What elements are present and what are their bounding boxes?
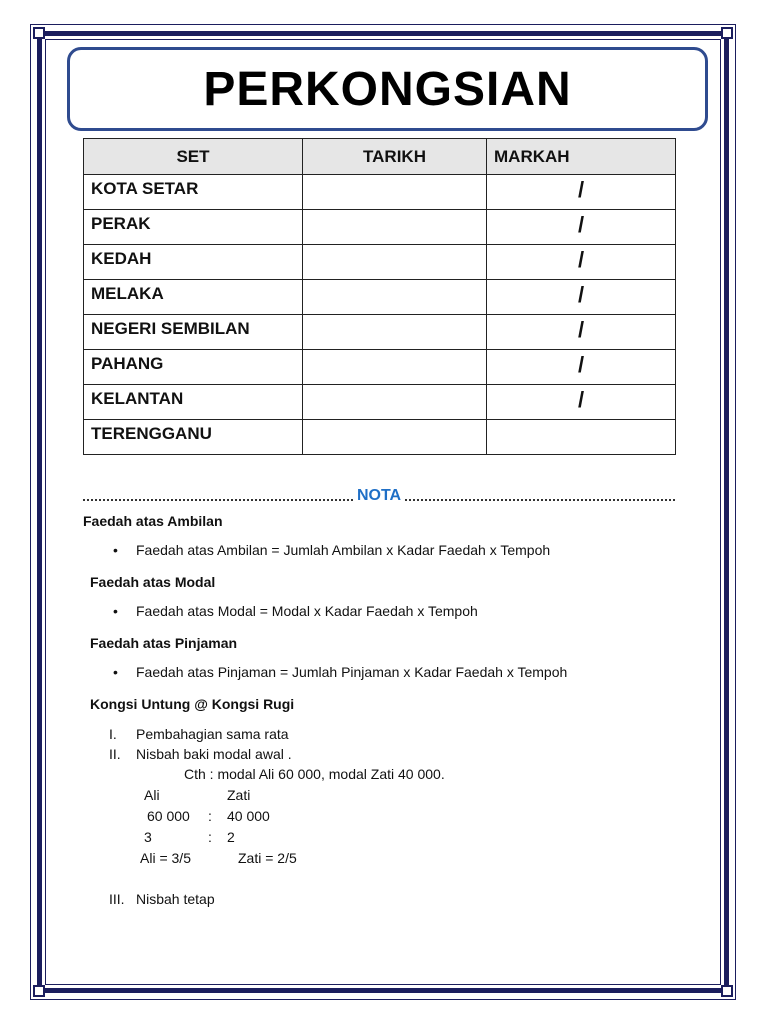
cell-markah[interactable]: /	[487, 385, 676, 420]
table-header-row	[84, 139, 676, 175]
table-row	[84, 385, 676, 420]
example-fractions-line	[83, 848, 683, 869]
title-box	[67, 47, 708, 131]
corner-ornament-top-right	[721, 27, 733, 39]
column-header-markah: MARKAH	[487, 139, 676, 175]
kongsi-item-text: Pembahagian sama rata	[136, 726, 289, 742]
roman-numeral: III.	[109, 891, 125, 907]
table-row	[84, 245, 676, 280]
corner-ornament-bottom-right	[721, 985, 733, 997]
kongsi-list-item	[83, 889, 683, 909]
cell-set-name: KOTA SETAR	[84, 175, 303, 210]
table-row	[84, 210, 676, 245]
bullet-icon: •	[113, 603, 118, 619]
kongsi-heading: Kongsi Untung @ Kongsi Rugi	[90, 696, 295, 712]
example-ratio-separator: :	[208, 829, 212, 845]
nota-dotted-leader-left	[83, 499, 353, 501]
cell-markah[interactable]: /	[487, 315, 676, 350]
nota-dotted-leader-right	[405, 499, 675, 501]
cell-tarikh[interactable]	[303, 350, 487, 385]
note-heading: Faedah atas Ambilan	[83, 513, 223, 529]
cell-markah[interactable]: /	[487, 245, 676, 280]
note-block-ambilan	[83, 511, 683, 560]
table-row	[84, 420, 676, 455]
cell-set-name: TERENGGANU	[84, 420, 303, 455]
cell-tarikh[interactable]	[303, 315, 487, 350]
example-cth-line	[83, 764, 683, 785]
note-bullet-text: Faedah atas Modal = Modal x Kadar Faedah x Tempoh	[136, 603, 478, 619]
kongsi-item-text: Nisbah tetap	[136, 891, 215, 907]
cell-tarikh[interactable]	[303, 210, 487, 245]
nota-divider	[83, 486, 675, 506]
note-bullet-text: Faedah atas Ambilan = Jumlah Ambilan x Kadar Faedah x Tempoh	[136, 542, 551, 558]
column-header-tarikh: TARIKH	[303, 139, 487, 175]
table-row	[84, 350, 676, 385]
example-amount-zati: 40 000	[227, 808, 270, 824]
cell-tarikh[interactable]	[303, 385, 487, 420]
cell-markah[interactable]: /	[487, 175, 676, 210]
example-name-ali: Ali	[144, 787, 160, 803]
page-title: PERKONGSIAN	[203, 62, 572, 116]
column-header-set: SET	[84, 139, 303, 175]
note-bullet-item	[83, 540, 683, 560]
bullet-icon: •	[113, 542, 118, 558]
table-row	[84, 280, 676, 315]
example-amount-separator: :	[208, 808, 212, 824]
example-ratio-ali: 3	[144, 829, 152, 845]
example-names-line	[83, 785, 683, 806]
cell-markah[interactable]	[487, 420, 676, 455]
cell-set-name: MELAKA	[84, 280, 303, 315]
example-fraction-ali: Ali = 3/5	[140, 850, 191, 866]
example-amounts-line	[83, 806, 683, 827]
note-bullet-text: Faedah atas Pinjaman = Jumlah Pinjaman x Kadar Faedah x Tempoh	[136, 664, 568, 680]
cell-tarikh[interactable]	[303, 420, 487, 455]
corner-ornament-top-left	[33, 27, 45, 39]
nota-label: NOTA	[356, 487, 402, 504]
cell-tarikh[interactable]	[303, 175, 487, 210]
cell-set-name: PERAK	[84, 210, 303, 245]
cell-markah[interactable]: /	[487, 350, 676, 385]
note-bullet-item	[83, 662, 683, 682]
notes-section	[83, 511, 683, 909]
cell-set-name: KELANTAN	[84, 385, 303, 420]
roman-numeral: II.	[109, 746, 121, 762]
example-ratio-line	[83, 827, 683, 848]
cell-tarikh[interactable]	[303, 245, 487, 280]
table-body	[84, 175, 676, 455]
example-name-zati: Zati	[227, 787, 251, 803]
note-heading: Faedah atas Pinjaman	[90, 635, 238, 651]
note-heading: Faedah atas Modal	[90, 574, 216, 590]
set-marks-table	[83, 138, 676, 455]
cell-set-name: KEDAH	[84, 245, 303, 280]
example-amount-ali: 60 000	[147, 808, 190, 824]
note-bullet-item	[83, 601, 683, 621]
note-block-modal	[83, 572, 683, 621]
note-block-pinjaman	[83, 633, 683, 682]
cell-markah[interactable]: /	[487, 210, 676, 245]
table-row	[84, 175, 676, 210]
cell-set-name: PAHANG	[84, 350, 303, 385]
cell-markah[interactable]: /	[487, 280, 676, 315]
example-ratio-zati: 2	[227, 829, 235, 845]
kongsi-list-item	[83, 744, 683, 764]
kongsi-list-item	[83, 724, 683, 744]
kongsi-item-text: Nisbah baki modal awal .	[136, 746, 292, 762]
table-row	[84, 315, 676, 350]
cell-set-name: NEGERI SEMBILAN	[84, 315, 303, 350]
kongsi-example	[83, 764, 683, 869]
bullet-icon: •	[113, 664, 118, 680]
example-fraction-zati: Zati = 2/5	[238, 850, 297, 866]
cell-tarikh[interactable]	[303, 280, 487, 315]
roman-numeral: I.	[109, 726, 117, 742]
example-cth-text: Cth : modal Ali 60 000, modal Zati 40 000.	[184, 766, 445, 782]
corner-ornament-bottom-left	[33, 985, 45, 997]
